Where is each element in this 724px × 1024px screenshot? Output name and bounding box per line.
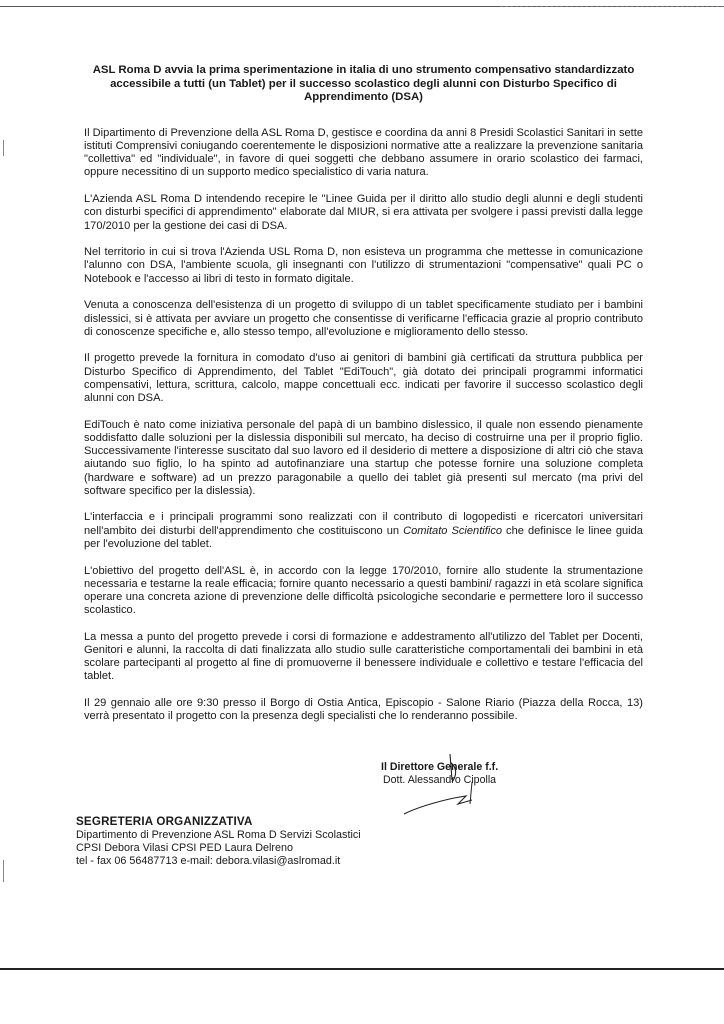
signature-block [381, 761, 551, 787]
document-title: ASL Roma D avvia la prima sperimentazione in italia di uno strumento compensativo standardizzato accessibile a tutti (un Tablet) per il successo scolastico degli alunni con Disturbo Specifico di Apprendimento (DSA) [92, 64, 635, 104]
scan-margin-mark [3, 140, 4, 156]
signatory-role: Il Direttore Generale f.f. [381, 761, 499, 773]
comitato-scientifico-text: Comitato Scientifico [403, 524, 503, 537]
paragraph-10: Il 29 gennaio alle ore 9:30 presso il Borgo di Ostia Antica, Episcopio - Salone Riario (Piazza della Rocca, 13) verrà presentato il progetto con la presenza degli specialisti che lo renderanno possibile. [84, 697, 643, 723]
secretariat-heading: SEGRETERIA ORGANIZZATIVA [76, 815, 253, 828]
organizing-secretariat [76, 815, 496, 869]
paragraph-7-tail: che definisce le linee guida per l'evoluzione del tablet. [84, 524, 643, 550]
paragraph-4: Venuta a conoscenza dell'esistenza di un progetto di sviluppo di un tablet specificamente studiato per i bambini dislessici, si è attivata per avviare un progetto che consentisse di verificarne l'efficacia grazie al proprio contributo di conoscenze specifiche e, allo stesso tempo, all'evoluzione e miglioramento dello stesso. [84, 299, 643, 338]
paragraph-8: L'obiettivo del progetto dell'ASL è, in accordo con la legge 170/2010, fornire allo studente la strumentazione necessaria e testarne la reale efficacia; fornire quanto necessario a questi bambini/ ragazzi in età scolare significa operare una concreta azione di prevenzione delle difficoltà psicologiche secondarie e permettere loro il successo scolastico. [84, 564, 643, 617]
paragraph-7 [84, 511, 643, 551]
paragraph-2: L'Azienda ASL Roma D intendendo recepire le "Linee Guida per il diritto allo studio degli alunni e degli studenti con disturbi specifici di apprendimento" elaborate dal MIUR, si era attivata per svolgere i passi previsti dalla legge 170/2010 per la gestione dei casi di DSA. [84, 193, 643, 232]
paragraph-5: Il progetto prevede la fornitura in comodato d'uso ai genitori di bambini già certificati da struttura pubblica per Disturbo Specifico di Apprendimento, del Tablet "EdiTouch", già dotato dei principali programmi informatici compensativi, lettura, scrittura, calcolo, mappe concettuali ecc. indicati per favorire il successo scolastico degli alunni con DSA. [84, 352, 643, 405]
paragraph-6: EdiTouch è nato come iniziativa personale del papà di un bambino dislessico, il quale non essendo pienamente soddisfatto dalle soluzioni per la dislessia disponibili sul mercato, ha deciso di costruirne una per il proprio figlio. Successivamente l'interesse suscitato dal suo lavoro ed il desiderio di mettere a disposizione di altri ciò che stava aiutando suo figlio, lo ha spinto ad autofinanziare una startup che potesse fornire una soluzione completa (hardware e software) ad un prezzo paragonabile a quello dei tablet già presenti sul mercato (ma privi del software specifico per la dislessia). [84, 418, 643, 497]
secretariat-contacts: CPSI Debora Vilasi CPSI PED Laura Delreno [76, 842, 294, 855]
paragraph-9: La messa a punto del progetto prevede i corsi di formazione e addestramento all'utilizzo del Tablet per Docenti, Genitori e alunni, la raccolta di dati finalizzata allo studio sulle caratteristiche comportamentali dei bambini in età scolare partecipanti al progetto al fine di promuoverne il benessere individuale e collettivo e testare l'efficacia del tablet. [84, 630, 643, 683]
paragraph-7-text: L'interfaccia e i principali programmi sono realizzati con il contributo di logopedisti e ricercatori universitari nell'ambito dei disturbi dell'apprendimento che costituiscono un [84, 511, 643, 537]
top-scan-border-dashed [500, 6, 724, 7]
scan-margin-mark [3, 860, 4, 882]
paragraph-3: Nel territorio in cui si trova l'Azienda USL Roma D, non esisteva un programma che mettesse in comunicazione l'alunno con DSA, l'ambiente scuola, gli insegnanti con l'utilizzo di strumentazioni "compensative" quali PC o Notebook e l'accesso ai libri di testo in formato digitale. [84, 246, 643, 285]
secretariat-phone-email: tel - fax 06 56487713 e-mail: debora.vilasi@aslromad.it [76, 855, 341, 868]
press-release [84, 64, 643, 737]
signatory-name: Dott. Alessandro Cipolla [383, 774, 497, 786]
secretariat-department: Dipartimento di Prevenzione ASL Roma D Servizi Scolastici [76, 829, 361, 841]
bottom-scan-border [0, 968, 724, 970]
paragraph-1: Il Dipartimento di Prevenzione della ASL Roma D, gestisce e coordina da anni 8 Presidi Scolastici Sanitari in sette istituti Comprensivi coniugando coerentemente le disposizioni normative atte a realizzare la prevenzione sanitaria "collettiva" ed "individuale", in favore di quei soggetti che debbano assumere in orario scolastico dei farmaci, oppure necessitino di un supporto medico specialistico di varia natura. [84, 126, 643, 179]
